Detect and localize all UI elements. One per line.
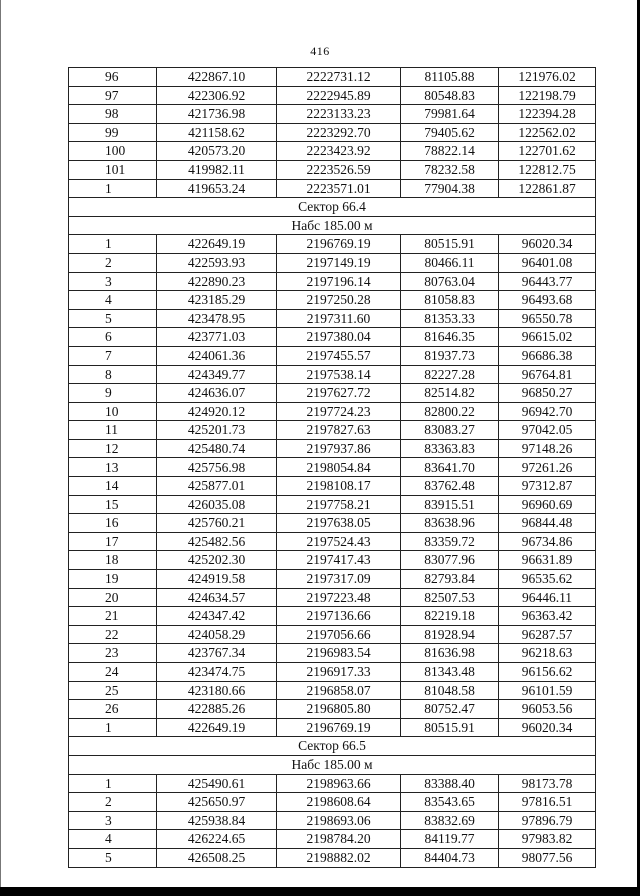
table-row bbox=[69, 700, 596, 719]
table-row bbox=[69, 291, 596, 310]
coord-y-cell: 2196805.80 bbox=[277, 700, 401, 719]
coord-y-local-cell: 96942.70 bbox=[499, 402, 596, 421]
coord-y-local-cell: 96850.27 bbox=[499, 384, 596, 403]
point-number-cell: 3 bbox=[69, 811, 157, 830]
point-number-cell: 1 bbox=[69, 718, 157, 737]
point-number-cell: 96 bbox=[69, 68, 157, 87]
coord-x-local-cell: 83388.40 bbox=[401, 774, 499, 793]
coord-y-cell: 2198608.64 bbox=[277, 793, 401, 812]
coord-x-cell: 423771.03 bbox=[157, 328, 277, 347]
coord-y-cell: 2198054.84 bbox=[277, 458, 401, 477]
coord-y-cell: 2198882.02 bbox=[277, 848, 401, 867]
table-row bbox=[69, 551, 596, 570]
coord-x-cell: 423767.34 bbox=[157, 644, 277, 663]
coord-x-local-cell: 83638.96 bbox=[401, 514, 499, 533]
coord-x-cell: 422593.93 bbox=[157, 253, 277, 272]
coord-x-local-cell: 80515.91 bbox=[401, 235, 499, 254]
coord-y-cell: 2197317.09 bbox=[277, 570, 401, 589]
coord-x-local-cell: 80548.83 bbox=[401, 86, 499, 105]
coord-y-cell: 2198693.06 bbox=[277, 811, 401, 830]
coord-x-local-cell: 77904.38 bbox=[401, 179, 499, 198]
point-number-cell: 5 bbox=[69, 309, 157, 328]
coord-y-local-cell: 96535.62 bbox=[499, 570, 596, 589]
table-row bbox=[69, 718, 596, 737]
coord-x-cell: 423478.95 bbox=[157, 309, 277, 328]
coord-x-cell: 420573.20 bbox=[157, 142, 277, 161]
coord-x-local-cell: 81105.88 bbox=[401, 68, 499, 87]
coord-x-local-cell: 82514.82 bbox=[401, 384, 499, 403]
table-row bbox=[69, 570, 596, 589]
coord-x-local-cell: 81937.73 bbox=[401, 346, 499, 365]
coord-x-cell: 422306.92 bbox=[157, 86, 277, 105]
point-number-cell: 23 bbox=[69, 644, 157, 663]
coord-x-local-cell: 83832.69 bbox=[401, 811, 499, 830]
coord-x-cell: 425201.73 bbox=[157, 421, 277, 440]
table-row bbox=[69, 160, 596, 179]
coord-x-local-cell: 81928.94 bbox=[401, 625, 499, 644]
table-row bbox=[69, 588, 596, 607]
coord-y-local-cell: 98173.78 bbox=[499, 774, 596, 793]
coord-y-local-cell: 96156.62 bbox=[499, 663, 596, 682]
coord-x-cell: 424634.57 bbox=[157, 588, 277, 607]
coord-x-cell: 421736.98 bbox=[157, 105, 277, 124]
coord-x-cell: 422885.26 bbox=[157, 700, 277, 719]
coord-x-cell: 419982.11 bbox=[157, 160, 277, 179]
coord-y-local-cell: 122812.75 bbox=[499, 160, 596, 179]
coord-x-local-cell: 80466.11 bbox=[401, 253, 499, 272]
coord-x-local-cell: 82793.84 bbox=[401, 570, 499, 589]
coord-x-local-cell: 84119.77 bbox=[401, 830, 499, 849]
point-number-cell: 11 bbox=[69, 421, 157, 440]
coord-x-local-cell: 83363.83 bbox=[401, 439, 499, 458]
coord-x-local-cell: 81048.58 bbox=[401, 681, 499, 700]
coord-x-cell: 424636.07 bbox=[157, 384, 277, 403]
coord-y-cell: 2197250.28 bbox=[277, 291, 401, 310]
coord-x-local-cell: 83077.96 bbox=[401, 551, 499, 570]
point-number-cell: 99 bbox=[69, 123, 157, 142]
table-row bbox=[69, 774, 596, 793]
coord-x-cell: 421158.62 bbox=[157, 123, 277, 142]
point-number-cell: 6 bbox=[69, 328, 157, 347]
coord-x-cell: 424058.29 bbox=[157, 625, 277, 644]
table-row bbox=[69, 328, 596, 347]
table-row bbox=[69, 421, 596, 440]
coord-y-local-cell: 98077.56 bbox=[499, 848, 596, 867]
sector-height: Набс 185.00 м bbox=[69, 755, 596, 774]
coord-x-cell: 424920.12 bbox=[157, 402, 277, 421]
coord-x-local-cell: 81636.98 bbox=[401, 644, 499, 663]
coord-x-local-cell: 83641.70 bbox=[401, 458, 499, 477]
coord-x-cell: 425490.61 bbox=[157, 774, 277, 793]
coord-y-cell: 2223423.92 bbox=[277, 142, 401, 161]
coord-y-local-cell: 96363.42 bbox=[499, 607, 596, 626]
coord-x-local-cell: 81343.48 bbox=[401, 663, 499, 682]
coord-x-cell: 422649.19 bbox=[157, 718, 277, 737]
table-row bbox=[69, 86, 596, 105]
scan-bottom-edge bbox=[0, 887, 640, 896]
coord-x-local-cell: 82800.22 bbox=[401, 402, 499, 421]
coord-y-local-cell: 96101.59 bbox=[499, 681, 596, 700]
point-number-cell: 22 bbox=[69, 625, 157, 644]
coord-y-cell: 2197524.43 bbox=[277, 532, 401, 551]
coord-y-cell: 2222731.12 bbox=[277, 68, 401, 87]
coord-y-local-cell: 96446.11 bbox=[499, 588, 596, 607]
table-row bbox=[69, 439, 596, 458]
coord-y-local-cell: 122198.79 bbox=[499, 86, 596, 105]
coord-y-local-cell: 121976.02 bbox=[499, 68, 596, 87]
coord-y-cell: 2223133.23 bbox=[277, 105, 401, 124]
coord-x-cell: 425756.98 bbox=[157, 458, 277, 477]
coord-x-local-cell: 83083.27 bbox=[401, 421, 499, 440]
coord-y-local-cell: 97312.87 bbox=[499, 477, 596, 496]
coord-y-local-cell: 96287.57 bbox=[499, 625, 596, 644]
coord-y-cell: 2197380.04 bbox=[277, 328, 401, 347]
coord-y-local-cell: 96960.69 bbox=[499, 495, 596, 514]
scan-left-edge bbox=[0, 0, 1, 896]
coord-x-cell: 425760.21 bbox=[157, 514, 277, 533]
coord-x-cell: 423474.75 bbox=[157, 663, 277, 682]
coord-x-cell: 426035.08 bbox=[157, 495, 277, 514]
table-row bbox=[69, 458, 596, 477]
table-row bbox=[69, 495, 596, 514]
table-row bbox=[69, 105, 596, 124]
coord-y-cell: 2197136.66 bbox=[277, 607, 401, 626]
point-number-cell: 19 bbox=[69, 570, 157, 589]
coord-y-local-cell: 97983.82 bbox=[499, 830, 596, 849]
point-number-cell: 25 bbox=[69, 681, 157, 700]
point-number-cell: 14 bbox=[69, 477, 157, 496]
table-row bbox=[69, 663, 596, 682]
coord-y-cell: 2198108.17 bbox=[277, 477, 401, 496]
table-row bbox=[69, 811, 596, 830]
coord-y-cell: 2197149.19 bbox=[277, 253, 401, 272]
table-row bbox=[69, 142, 596, 161]
point-number-cell: 2 bbox=[69, 253, 157, 272]
point-number-cell: 13 bbox=[69, 458, 157, 477]
coord-x-local-cell: 81646.35 bbox=[401, 328, 499, 347]
coord-x-local-cell: 83762.48 bbox=[401, 477, 499, 496]
coord-x-local-cell: 83359.72 bbox=[401, 532, 499, 551]
coord-x-cell: 425877.01 bbox=[157, 477, 277, 496]
table-row bbox=[69, 365, 596, 384]
point-number-cell: 2 bbox=[69, 793, 157, 812]
coord-y-local-cell: 97816.51 bbox=[499, 793, 596, 812]
point-number-cell: 97 bbox=[69, 86, 157, 105]
coord-y-local-cell: 96764.81 bbox=[499, 365, 596, 384]
coord-y-cell: 2197638.05 bbox=[277, 514, 401, 533]
point-number-cell: 4 bbox=[69, 830, 157, 849]
coord-y-cell: 2196769.19 bbox=[277, 235, 401, 254]
coord-y-cell: 2197417.43 bbox=[277, 551, 401, 570]
coord-y-local-cell: 96686.38 bbox=[499, 346, 596, 365]
table-row bbox=[69, 477, 596, 496]
coord-x-cell: 426224.65 bbox=[157, 830, 277, 849]
coord-x-local-cell: 82219.18 bbox=[401, 607, 499, 626]
table-row bbox=[69, 607, 596, 626]
table-row bbox=[69, 830, 596, 849]
coord-y-cell: 2223292.70 bbox=[277, 123, 401, 142]
table-row bbox=[69, 346, 596, 365]
coord-x-local-cell: 80515.91 bbox=[401, 718, 499, 737]
coord-y-local-cell: 122394.28 bbox=[499, 105, 596, 124]
coord-y-cell: 2197056.66 bbox=[277, 625, 401, 644]
coord-y-local-cell: 122562.02 bbox=[499, 123, 596, 142]
coord-y-cell: 2222945.89 bbox=[277, 86, 401, 105]
table-row bbox=[69, 68, 596, 87]
point-number-cell: 8 bbox=[69, 365, 157, 384]
coord-x-cell: 423185.29 bbox=[157, 291, 277, 310]
coord-x-local-cell: 78232.58 bbox=[401, 160, 499, 179]
coord-y-cell: 2197223.48 bbox=[277, 588, 401, 607]
coord-x-cell: 425482.56 bbox=[157, 532, 277, 551]
coord-x-local-cell: 82227.28 bbox=[401, 365, 499, 384]
coord-y-local-cell: 96218.63 bbox=[499, 644, 596, 663]
coord-x-cell: 425202.30 bbox=[157, 551, 277, 570]
coord-y-local-cell: 96631.89 bbox=[499, 551, 596, 570]
coord-x-cell: 422867.10 bbox=[157, 68, 277, 87]
coord-y-local-cell: 97042.05 bbox=[499, 421, 596, 440]
coord-y-cell: 2197627.72 bbox=[277, 384, 401, 403]
coord-y-cell: 2198784.20 bbox=[277, 830, 401, 849]
point-number-cell: 100 bbox=[69, 142, 157, 161]
sector-title: Сектор 66.5 bbox=[69, 737, 596, 756]
coord-y-local-cell: 96844.48 bbox=[499, 514, 596, 533]
coord-x-local-cell: 81058.83 bbox=[401, 291, 499, 310]
point-number-cell: 101 bbox=[69, 160, 157, 179]
point-number-cell: 16 bbox=[69, 514, 157, 533]
coord-y-local-cell: 97896.79 bbox=[499, 811, 596, 830]
point-number-cell: 1 bbox=[69, 235, 157, 254]
table-row bbox=[69, 253, 596, 272]
table-row bbox=[69, 625, 596, 644]
page-number: 416 bbox=[310, 44, 330, 58]
coord-y-cell: 2223526.59 bbox=[277, 160, 401, 179]
coord-y-local-cell: 96020.34 bbox=[499, 718, 596, 737]
table-row bbox=[69, 532, 596, 551]
coord-y-local-cell: 96020.34 bbox=[499, 235, 596, 254]
coord-y-local-cell: 96401.08 bbox=[499, 253, 596, 272]
point-number-cell: 5 bbox=[69, 848, 157, 867]
coord-x-local-cell: 80763.04 bbox=[401, 272, 499, 291]
coord-x-local-cell: 78822.14 bbox=[401, 142, 499, 161]
table-row bbox=[69, 793, 596, 812]
point-number-cell: 98 bbox=[69, 105, 157, 124]
coord-y-cell: 2197196.14 bbox=[277, 272, 401, 291]
coord-y-cell: 2198963.66 bbox=[277, 774, 401, 793]
coord-y-local-cell: 97261.26 bbox=[499, 458, 596, 477]
coord-x-cell: 426508.25 bbox=[157, 848, 277, 867]
coord-y-cell: 2197455.57 bbox=[277, 346, 401, 365]
height-header-row bbox=[69, 755, 596, 774]
coord-x-local-cell: 83915.51 bbox=[401, 495, 499, 514]
coord-x-cell: 424349.77 bbox=[157, 365, 277, 384]
point-number-cell: 9 bbox=[69, 384, 157, 403]
coord-y-local-cell: 122861.87 bbox=[499, 179, 596, 198]
coord-y-cell: 2197538.14 bbox=[277, 365, 401, 384]
coord-y-cell: 2196769.19 bbox=[277, 718, 401, 737]
coord-x-cell: 423180.66 bbox=[157, 681, 277, 700]
table-row bbox=[69, 309, 596, 328]
table-row bbox=[69, 402, 596, 421]
coord-x-cell: 422649.19 bbox=[157, 235, 277, 254]
point-number-cell: 15 bbox=[69, 495, 157, 514]
coordinates-table bbox=[68, 67, 596, 868]
coord-x-cell: 419653.24 bbox=[157, 179, 277, 198]
coord-y-cell: 2197311.60 bbox=[277, 309, 401, 328]
coord-y-local-cell: 96443.77 bbox=[499, 272, 596, 291]
table-row bbox=[69, 644, 596, 663]
coord-x-cell: 424919.58 bbox=[157, 570, 277, 589]
coord-y-cell: 2196858.07 bbox=[277, 681, 401, 700]
coord-y-cell: 2197827.63 bbox=[277, 421, 401, 440]
coord-x-cell: 425480.74 bbox=[157, 439, 277, 458]
coord-y-local-cell: 122701.62 bbox=[499, 142, 596, 161]
coord-y-cell: 2197758.21 bbox=[277, 495, 401, 514]
point-number-cell: 12 bbox=[69, 439, 157, 458]
table-row bbox=[69, 235, 596, 254]
point-number-cell: 10 bbox=[69, 402, 157, 421]
coord-y-local-cell: 96550.78 bbox=[499, 309, 596, 328]
coord-x-local-cell: 79981.64 bbox=[401, 105, 499, 124]
point-number-cell: 7 bbox=[69, 346, 157, 365]
coord-x-local-cell: 84404.73 bbox=[401, 848, 499, 867]
coord-x-cell: 425650.97 bbox=[157, 793, 277, 812]
coord-y-local-cell: 96615.02 bbox=[499, 328, 596, 347]
coord-x-cell: 422890.23 bbox=[157, 272, 277, 291]
coord-y-local-cell: 96734.86 bbox=[499, 532, 596, 551]
sector-header-row bbox=[69, 737, 596, 756]
sector-title: Сектор 66.4 bbox=[69, 198, 596, 217]
coord-y-cell: 2223571.01 bbox=[277, 179, 401, 198]
table-row bbox=[69, 272, 596, 291]
sector-height: Набс 185.00 м bbox=[69, 216, 596, 235]
height-header-row bbox=[69, 216, 596, 235]
point-number-cell: 4 bbox=[69, 291, 157, 310]
table-row bbox=[69, 514, 596, 533]
table-row bbox=[69, 681, 596, 700]
coord-y-local-cell: 97148.26 bbox=[499, 439, 596, 458]
table-row bbox=[69, 384, 596, 403]
coord-x-local-cell: 81353.33 bbox=[401, 309, 499, 328]
coord-y-cell: 2197724.23 bbox=[277, 402, 401, 421]
table-row bbox=[69, 123, 596, 142]
coord-x-local-cell: 82507.53 bbox=[401, 588, 499, 607]
point-number-cell: 21 bbox=[69, 607, 157, 626]
coord-x-local-cell: 80752.47 bbox=[401, 700, 499, 719]
table-row bbox=[69, 848, 596, 867]
coord-y-cell: 2196983.54 bbox=[277, 644, 401, 663]
coord-x-cell: 424347.42 bbox=[157, 607, 277, 626]
point-number-cell: 18 bbox=[69, 551, 157, 570]
coord-x-cell: 425938.84 bbox=[157, 811, 277, 830]
coord-y-local-cell: 96053.56 bbox=[499, 700, 596, 719]
sector-header-row bbox=[69, 198, 596, 217]
point-number-cell: 3 bbox=[69, 272, 157, 291]
coord-x-local-cell: 79405.62 bbox=[401, 123, 499, 142]
table-row bbox=[69, 179, 596, 198]
point-number-cell: 24 bbox=[69, 663, 157, 682]
coord-x-local-cell: 83543.65 bbox=[401, 793, 499, 812]
coord-y-cell: 2197937.86 bbox=[277, 439, 401, 458]
coord-y-local-cell: 96493.68 bbox=[499, 291, 596, 310]
point-number-cell: 17 bbox=[69, 532, 157, 551]
coord-x-cell: 424061.36 bbox=[157, 346, 277, 365]
point-number-cell: 26 bbox=[69, 700, 157, 719]
coord-y-cell: 2196917.33 bbox=[277, 663, 401, 682]
point-number-cell: 20 bbox=[69, 588, 157, 607]
point-number-cell: 1 bbox=[69, 774, 157, 793]
point-number-cell: 1 bbox=[69, 179, 157, 198]
